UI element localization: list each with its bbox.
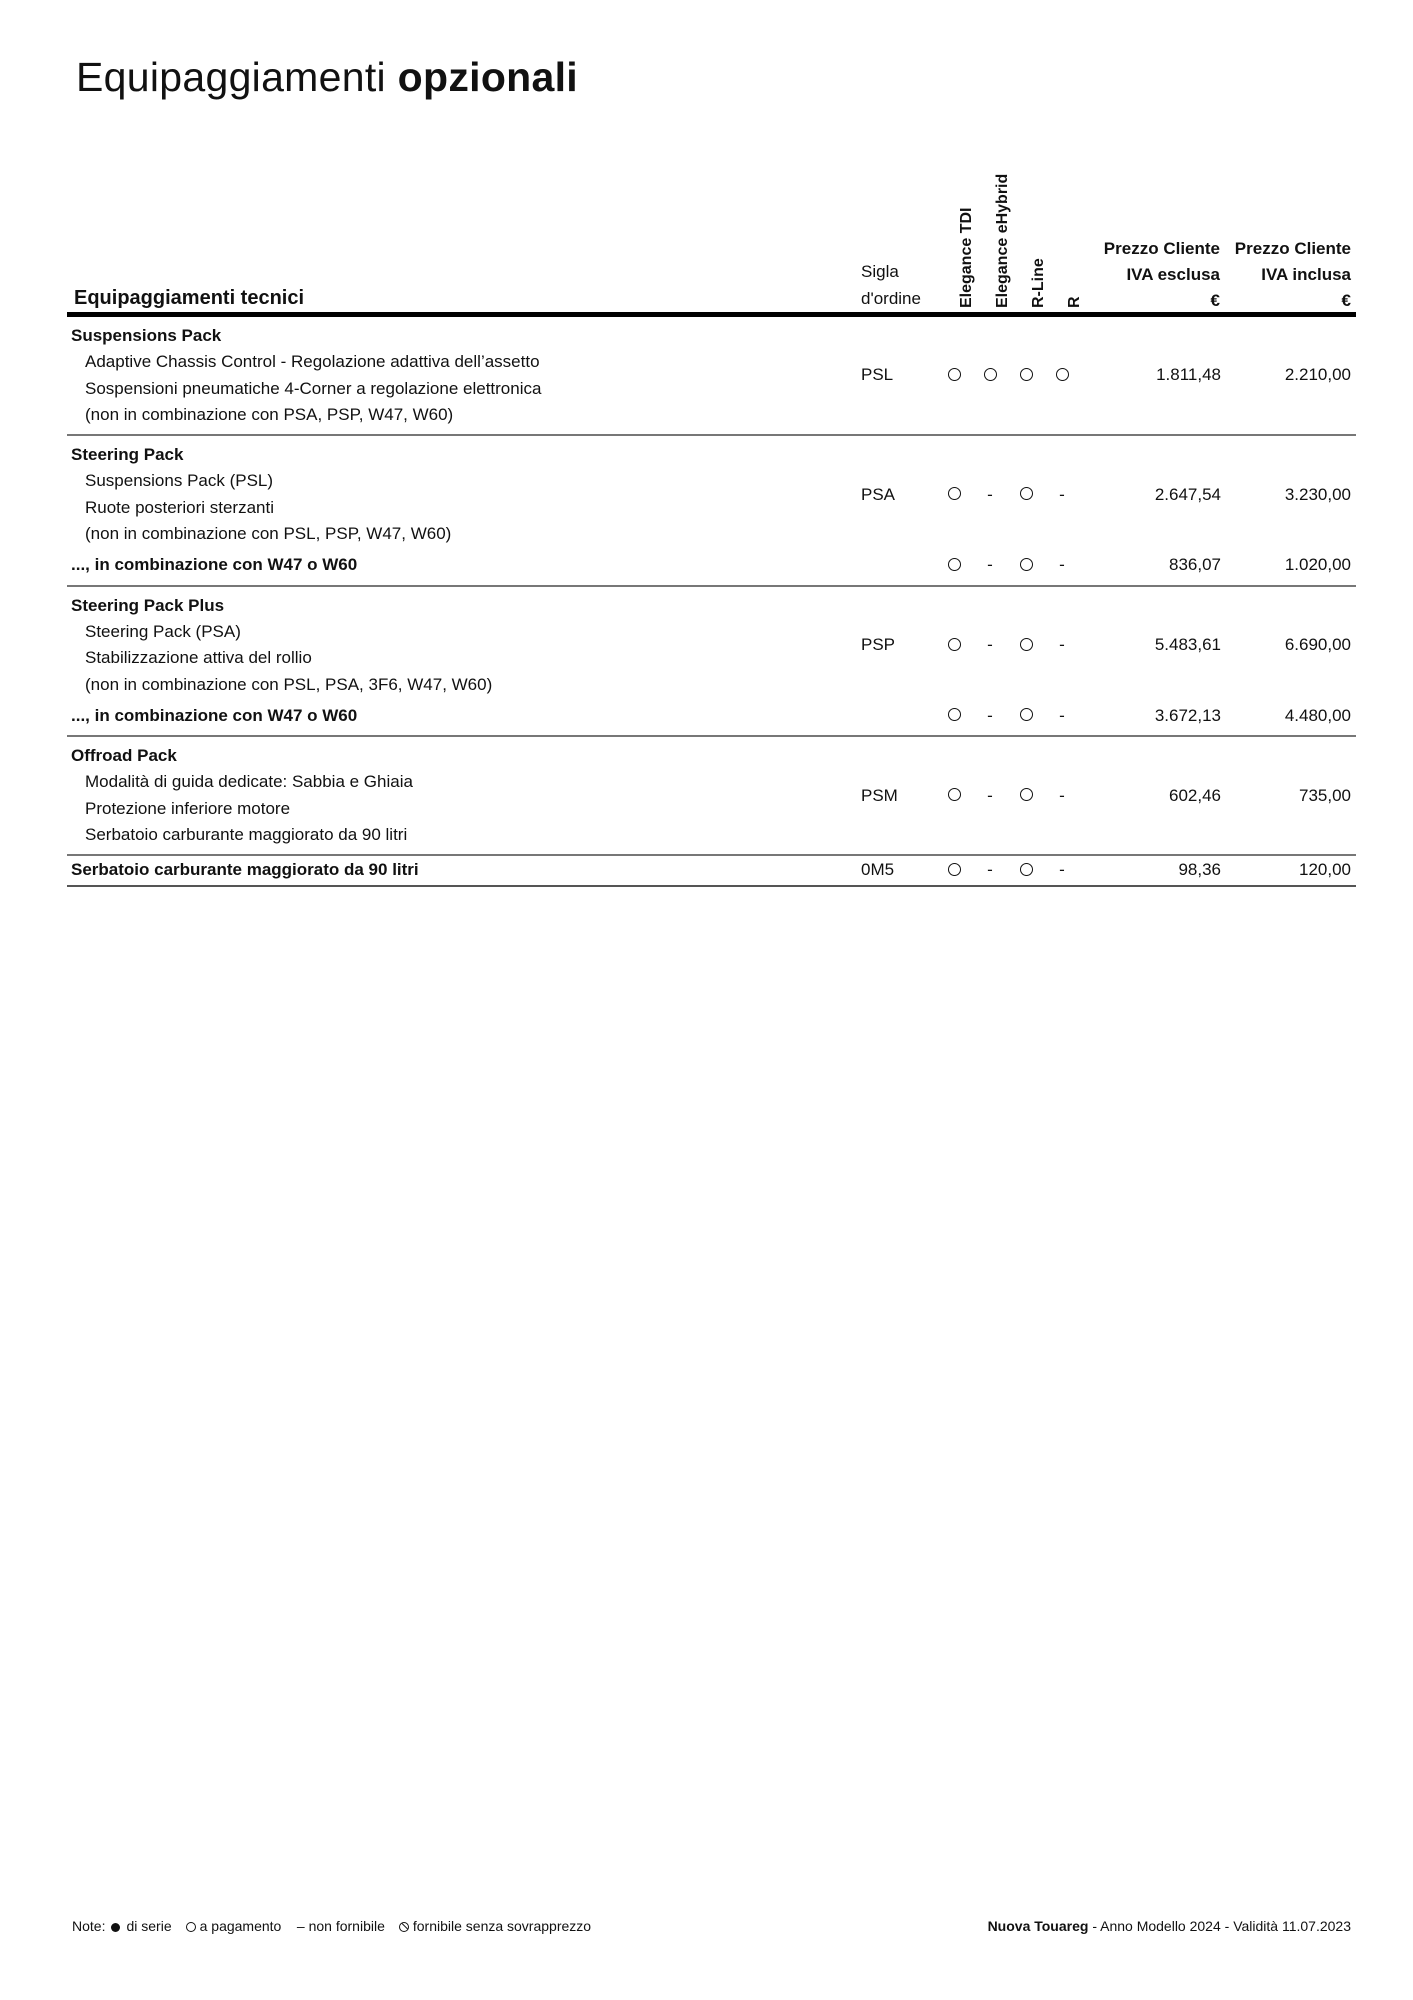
order-code: 0M5 [861, 860, 895, 880]
not-available-dash: - [987, 860, 993, 880]
circle-icon [948, 708, 961, 721]
price-ex-header-l1: Prezzo Cliente [1103, 239, 1220, 258]
optional-circle-icon [1013, 783, 1039, 809]
not-available-dash: - [987, 785, 993, 805]
row-values [67, 362, 1356, 388]
optional-circle-icon [1013, 552, 1039, 578]
group-item: Modalità di guida dedicate: Sabbia e Ghiaia [85, 772, 413, 792]
not-available-dash: - [1059, 484, 1065, 504]
price-incl-vat: 6.690,00 [1284, 635, 1351, 655]
row-values [67, 482, 1356, 508]
order-code: PSP [861, 635, 896, 655]
price-incl-vat: 735,00 [1299, 785, 1351, 805]
circle-icon [984, 368, 997, 381]
section-header: Equipaggiamenti tecnici [74, 287, 305, 309]
price-excl-vat: 5.483,61 [1154, 635, 1221, 655]
circle-icon [1020, 863, 1033, 876]
circle-icon [1020, 558, 1033, 571]
version-header-elegance-ehybrid: Elegance eHybrid [994, 173, 1011, 308]
price-excl-vat: 1.811,48 [1156, 365, 1221, 385]
optional-circle-icon [941, 632, 967, 658]
circle-icon [948, 638, 961, 651]
order-code: PSA [861, 484, 896, 504]
slashed-circle-icon [399, 1922, 409, 1932]
legend-paid: a pagamento [199, 1918, 282, 1934]
price-incl-vat: 4.480,00 [1284, 705, 1351, 725]
code-header-1: Sigla [861, 262, 899, 281]
price-excl-vat: 98,36 [1178, 860, 1221, 880]
not-available-dash: - [987, 705, 993, 725]
optional-circle-icon [941, 362, 967, 388]
circle-icon [948, 863, 961, 876]
empty-circle-icon [186, 1922, 196, 1932]
not-available-dash: - [1059, 860, 1065, 880]
price-ex-header [1104, 236, 1220, 314]
row-values [67, 632, 1356, 658]
footer-model: Nuova Touareg [987, 1918, 1089, 1934]
optional-circle-icon [941, 552, 967, 578]
row-values [67, 552, 1356, 578]
price-incl-vat: 2.210,00 [1284, 365, 1351, 385]
not-available-dash: - [1059, 635, 1065, 655]
group-title: Suspensions Pack [71, 326, 222, 345]
not-available-dash: - [987, 555, 993, 575]
row-values [67, 857, 1356, 883]
optional-circle-icon [1013, 482, 1039, 508]
version-header-r-line: R-Line [1030, 258, 1047, 308]
group-item: Adaptive Chassis Control - Regolazione adattiva dell’assetto [85, 352, 540, 372]
version-header-r: R [1066, 296, 1083, 308]
optional-circle-icon [941, 783, 967, 809]
group-item: Suspensions Pack (PSL) [85, 471, 274, 491]
circle-icon [1020, 708, 1033, 721]
circle-icon [1056, 368, 1069, 381]
footer-validity: - Anno Modello 2024 - Validità 11.07.2023 [1088, 1918, 1351, 1934]
price-incl-vat: 1.020,00 [1284, 555, 1351, 575]
price-excl-vat: 602,46 [1169, 785, 1221, 805]
optional-circle-icon [941, 857, 967, 883]
order-code: PSM [861, 785, 898, 805]
option-group [67, 436, 1356, 586]
price-excl-vat: 836,07 [1169, 555, 1221, 575]
row-values [67, 783, 1356, 809]
filled-circle-icon [111, 1923, 120, 1932]
price-incl-vat: 120,00 [1299, 860, 1351, 880]
circle-icon [1020, 638, 1033, 651]
not-available-dash: - [1059, 705, 1065, 725]
group-item: Sospensioni pneumatiche 4-Corner a regolazione elettronica [85, 378, 542, 398]
price-in-header-l3: € [1341, 291, 1351, 310]
page-title [76, 54, 578, 101]
circle-icon [1020, 368, 1033, 381]
price-incl-vat: 3.230,00 [1284, 484, 1351, 504]
optional-circle-icon [1013, 632, 1039, 658]
group-item: (non in combinazione con PSL, PSP, W47, W60) [85, 524, 452, 544]
title-bold: opzionali [397, 54, 578, 100]
group-item: Protezione inferiore motore [85, 798, 291, 818]
group-item: Serbatoio carburante maggiorato da 90 litri [85, 825, 408, 845]
price-in-header-l2: IVA inclusa [1261, 265, 1351, 284]
legend-not-available: – non fornibile [296, 1918, 385, 1934]
group-item: Steering Pack (PSA) [85, 621, 241, 641]
price-ex-header-l2: IVA esclusa [1126, 265, 1220, 284]
circle-icon [1020, 788, 1033, 801]
price-excl-vat: 2.647,54 [1154, 484, 1221, 504]
circle-icon [948, 487, 961, 500]
optional-circle-icon [1049, 362, 1075, 388]
options-table [67, 317, 1356, 887]
option-group [67, 737, 1356, 856]
optional-circle-icon [977, 362, 1003, 388]
not-available-dash: - [1059, 785, 1065, 805]
group-item: Ruote posteriori sterzanti [85, 497, 274, 517]
price-in-header-l1: Prezzo Cliente [1234, 239, 1351, 258]
option-group [67, 856, 1356, 886]
price-excl-vat: 3.672,13 [1154, 705, 1221, 725]
title-light: Equipaggiamenti [76, 54, 398, 100]
group-item: Stabilizzazione attiva del rollio [85, 648, 312, 668]
legend-free: fornibile senza sovrapprezzo [412, 1918, 592, 1934]
group-title: Steering Pack [71, 445, 184, 465]
group-title: Serbatoio carburante maggiorato da 90 litri [71, 860, 419, 880]
optional-circle-icon [941, 482, 967, 508]
footer-note-label: Note: [72, 1918, 106, 1934]
circle-icon [948, 558, 961, 571]
not-available-dash: - [1059, 555, 1065, 575]
optional-circle-icon [1013, 362, 1039, 388]
order-code: PSL [861, 365, 894, 385]
row-values [67, 703, 1356, 729]
code-header-2: d'ordine [861, 289, 921, 308]
circle-icon [948, 368, 961, 381]
not-available-dash: - [987, 484, 993, 504]
optional-circle-icon [1013, 857, 1039, 883]
price-ex-header-l3: € [1210, 291, 1220, 310]
legend-standard: di serie [126, 1918, 172, 1934]
price-in-header [1235, 236, 1351, 314]
footer-model-info [988, 1918, 1351, 1934]
group-item: (non in combinazione con PSA, PSP, W47, W60) [85, 404, 454, 424]
combination-row-label: ..., in combinazione con W47 o W60 [71, 555, 358, 575]
group-title: Steering Pack Plus [71, 595, 225, 615]
optional-circle-icon [1013, 703, 1039, 729]
optional-circle-icon [941, 703, 967, 729]
circle-icon [1020, 487, 1033, 500]
option-group [67, 587, 1356, 737]
group-title: Offroad Pack [71, 746, 177, 766]
footer [72, 1918, 1351, 1934]
version-header-elegance-tdi: Elegance TDI [958, 207, 975, 308]
not-available-dash: - [987, 635, 993, 655]
group-item: (non in combinazione con PSL, PSA, 3F6, W47, W60) [85, 674, 493, 694]
option-group [67, 317, 1356, 436]
combination-row-label: ..., in combinazione con W47 o W60 [71, 705, 358, 725]
circle-icon [948, 788, 961, 801]
